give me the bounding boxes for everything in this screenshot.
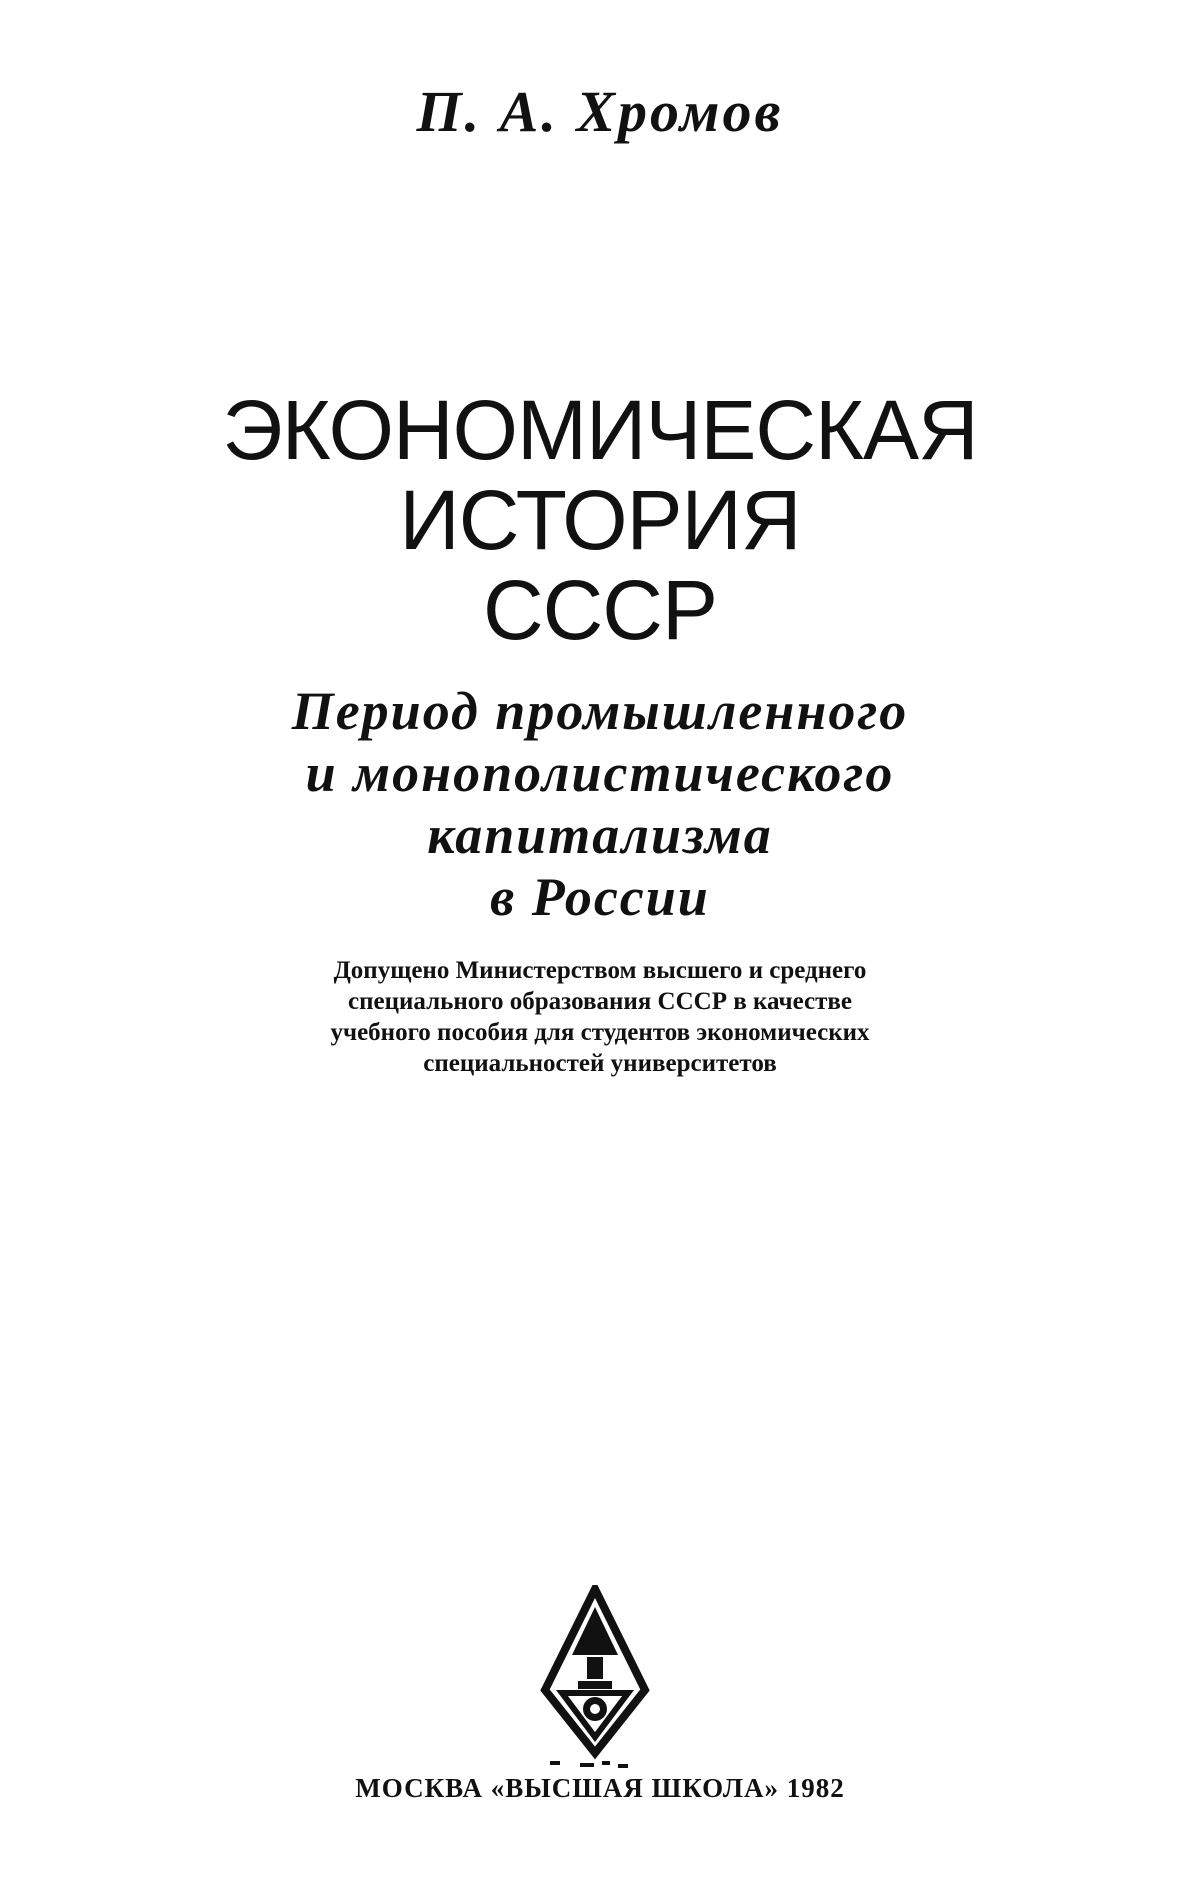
approval-note-line: учебного пособия для студентов экономических: [330, 1019, 870, 1046]
approval-note-line: специального образования СССР в качестве: [348, 988, 852, 1015]
approval-note-line: Допущено Министерством высшего и среднего: [333, 957, 867, 984]
book-title: [0, 385, 1200, 655]
book-title-line: СССР: [482, 563, 717, 657]
book-subtitle-line: капитализма: [427, 805, 773, 865]
approval-note-line: специальностей университетов: [423, 1050, 777, 1077]
book-subtitle-line: в России: [490, 867, 710, 927]
book-subtitle: [0, 680, 1200, 928]
publisher-imprint: МОСКВА «ВЫСШАЯ ШКОЛА» 1982: [355, 1773, 845, 1803]
book-title-line: ИСТОРИЯ: [399, 473, 801, 567]
book-subtitle-line: Период промышленного: [291, 681, 909, 741]
author-name: П. А. Хромов: [416, 79, 784, 144]
book-title-line: ЭКОНОМИЧЕСКАЯ: [222, 383, 978, 477]
publisher-emblem-icon: [540, 1585, 650, 1775]
book-subtitle-line: и монополистического: [305, 743, 895, 803]
approval-note: [0, 955, 1200, 1079]
